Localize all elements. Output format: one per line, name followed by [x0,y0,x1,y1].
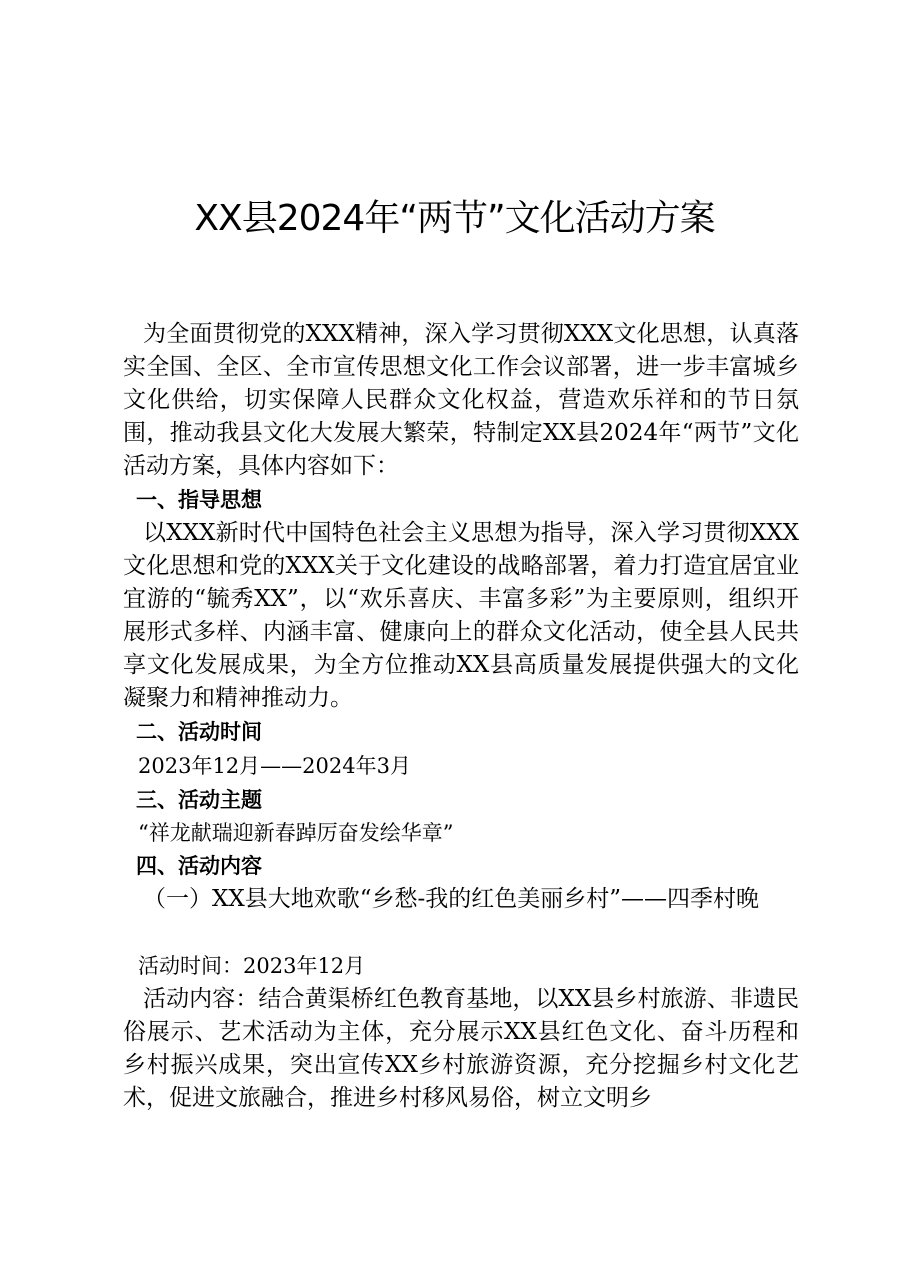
activity-subheading: （一）XX县大地欢歌“乡愁-我的红色美丽乡村”——四季村晚 [143,886,760,912]
section-heading-activity-content: 四、活动内容 [136,854,262,878]
section-heading-guiding-thought: 一、指导思想 [136,488,262,512]
guiding-thought-paragraph: 以XXX新时代中国特色社会主义思想为指导，深入学习贯彻XXX文化思想和党的XXX关于文化建设的战略部署，着力打造宜居宜业宜游的“毓秀XX”，以“欢乐喜庆、丰富多彩”为主要原则，组织开展形式多样、内涵丰富、健康向上的群众文化活动，使全县人民共享文化发展成果，为全方位推动XX县高质量发展提供强大的文化凝聚力和精神推动力。 [123,520,799,711]
section-heading-activity-time: 二、活动时间 [136,720,262,744]
activity-time-range: 2023年12月——2024年3月 [138,754,411,778]
activity-theme-text: “祥龙献瑞迎新春踔厉奋发绘华章” [138,821,454,845]
document-title: XX县2024年“两节”文化活动方案 [194,198,715,239]
activity-content-paragraph: 活动内容：结合黄渠桥红色教育基地，以XX县乡村旅游、非遗民俗展示、艺术活动为主体，充分展示XX县红色文化、奋斗历程和乡村振兴成果，突出宣传XX乡村旅游资源，充分挖掘乡村文化艺术，促进文旅融合，推进乡村移风易俗，树立文明乡 [123,986,799,1111]
activity-time-line: 活动时间：2023年12月 [138,954,366,978]
section-heading-activity-theme: 三、活动主题 [136,788,262,812]
intro-paragraph: 为全面贯彻党的XXX精神，深入学习贯彻XXX文化思想，认真落实全国、全区、全市宣传思想文化工作会议部署，进一步丰富城乡文化供给，切实保障人民群众文化权益，营造欢乐祥和的节日氛围，推动我县文化大发展大繁荣，特制定XX县2024年“两节”文化活动方案，具体内容如下： [123,321,799,479]
